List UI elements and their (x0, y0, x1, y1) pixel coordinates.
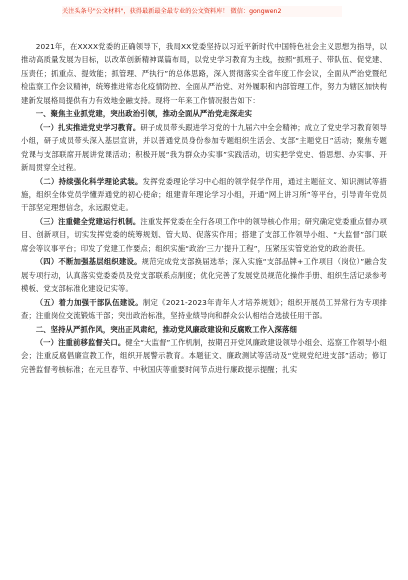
subsection-1-1 (21, 121, 387, 175)
subsection-heading: （三）注重健全党建运行机制。 (35, 216, 141, 226)
promo-banner[interactable]: 关注头条号"公文材料"，获得最新最全最专业的公文资料库！ 微信：gongwen2 (62, 6, 342, 17)
subsection-text: 发挥党委理论学习中心组的领学促学作用，通过主题征文、知识测试等措施，组织全体党员学懂弄通党的初心使命；组建青年理论学习小组，开通“网上讲习所”等平台，引导青年党员干部坚定理想信念，永远跟党走。 (21, 176, 388, 213)
section-heading-2: 二、坚持从严抓作风，突出正风肃纪，推动党风廉政建设和反腐败工作入深落细 (35, 324, 297, 334)
subsection-1-4 (21, 255, 387, 295)
subsection-2-1 (21, 336, 387, 376)
subsection-1-5 (21, 296, 387, 323)
subsection-heading: （四）不断加强基层组织建设。 (35, 257, 142, 267)
subsection-heading: （一）扎实推进党史学习教育。 (35, 122, 141, 132)
subsection-text: 注重发挥党委在全行各项工作中的领导核心作用；研究确定党委重点督办项目、创新项目，切实发挥党委的统筹规划、管大局、促落实作用；搭建了支部工作领导小组、“大监督”部门联席会等议事平台；印发了党建工作要点；组织实施“政治‘三力’提升工程”，压紧压实管党治党的政治责任。 (21, 216, 387, 253)
document-body (21, 40, 387, 376)
section-heading-1: 一、聚焦主业抓党建，突出政治引领，推动全面从严治党走深走实 (35, 109, 253, 119)
subsection-heading: （五）着力加强干部队伍建设。 (35, 297, 143, 307)
subsection-text: 健全“大监督”工作机制，按期召开党风廉政建设领导小组会、巡察工作领导小组会；注重反腐倡廉宣教工作，组织开展警示教育。本题征文、廉政测试等活动及“党规党纪进支部”活动；修订完善监督考核标准；在元旦春节、中秋国庆等重要时间节点进行廉政提示提醒；扎实 (21, 337, 387, 374)
intro-paragraph: 2021年，在XXXX党委的正确领导下，我局XX党委坚持以习近平新时代中国特色社会主义思想为指导，以推动高质量发展为目标，以改革创新精神谋篇布局，以党史学习教育为主线，按照“抓班子、带队伍、促党建、压责任；抓重点、提效能；抓管理、严执行”的总体思路，深入贯彻落实全省年度工作会议，全面从严治党暨纪检监察工作会议精神，统筹推进常态化疫情防控、全面从严治党、对外履职和内部管理工作，努力为辖区加快构建新发展格局提供有力有效地金融支持。现将一年来工作情况报告如下： (21, 42, 387, 105)
subsection-text: 制定《2021-2023年青年人才培养规划》；组织开展员工异常行为专项排查；注重岗位交流锻炼干部；突出政治标准，坚持业绩导向和群众公认相结合选拔任用干部。 (21, 297, 387, 321)
subsection-text: 规范完成党支部换届选举；深入实施“支部品牌+工作项目（岗位）”融合发展专项行动，认真落实党委委员及党支部联系点制度；优化完善了发展党员规范化操作手册、组织生活记录参考模板、党支部标准化建设记实等。 (21, 257, 387, 294)
subsection-heading: （二）持续强化科学理论武装。 (35, 176, 143, 186)
subsection-text: 研子成员带头跟进学习党的十九届六中全会精神；成立了党史学习教育领导小组，研子成员带头深入基层宣讲，并以普通党员身份参加专题组织生活会、支部“主题党日”活动；聚焦专题党课与支部联席开展讲党课活动；积极开展“我为群众办实事”实践活动，切实把学党史、悟思想、办实事、开新局贯穿全过程。 (21, 122, 387, 173)
subsection-1-3 (21, 215, 387, 255)
subsection-heading: （一）注重前移监督关口。 (35, 337, 126, 347)
subsection-1-2 (21, 175, 387, 215)
